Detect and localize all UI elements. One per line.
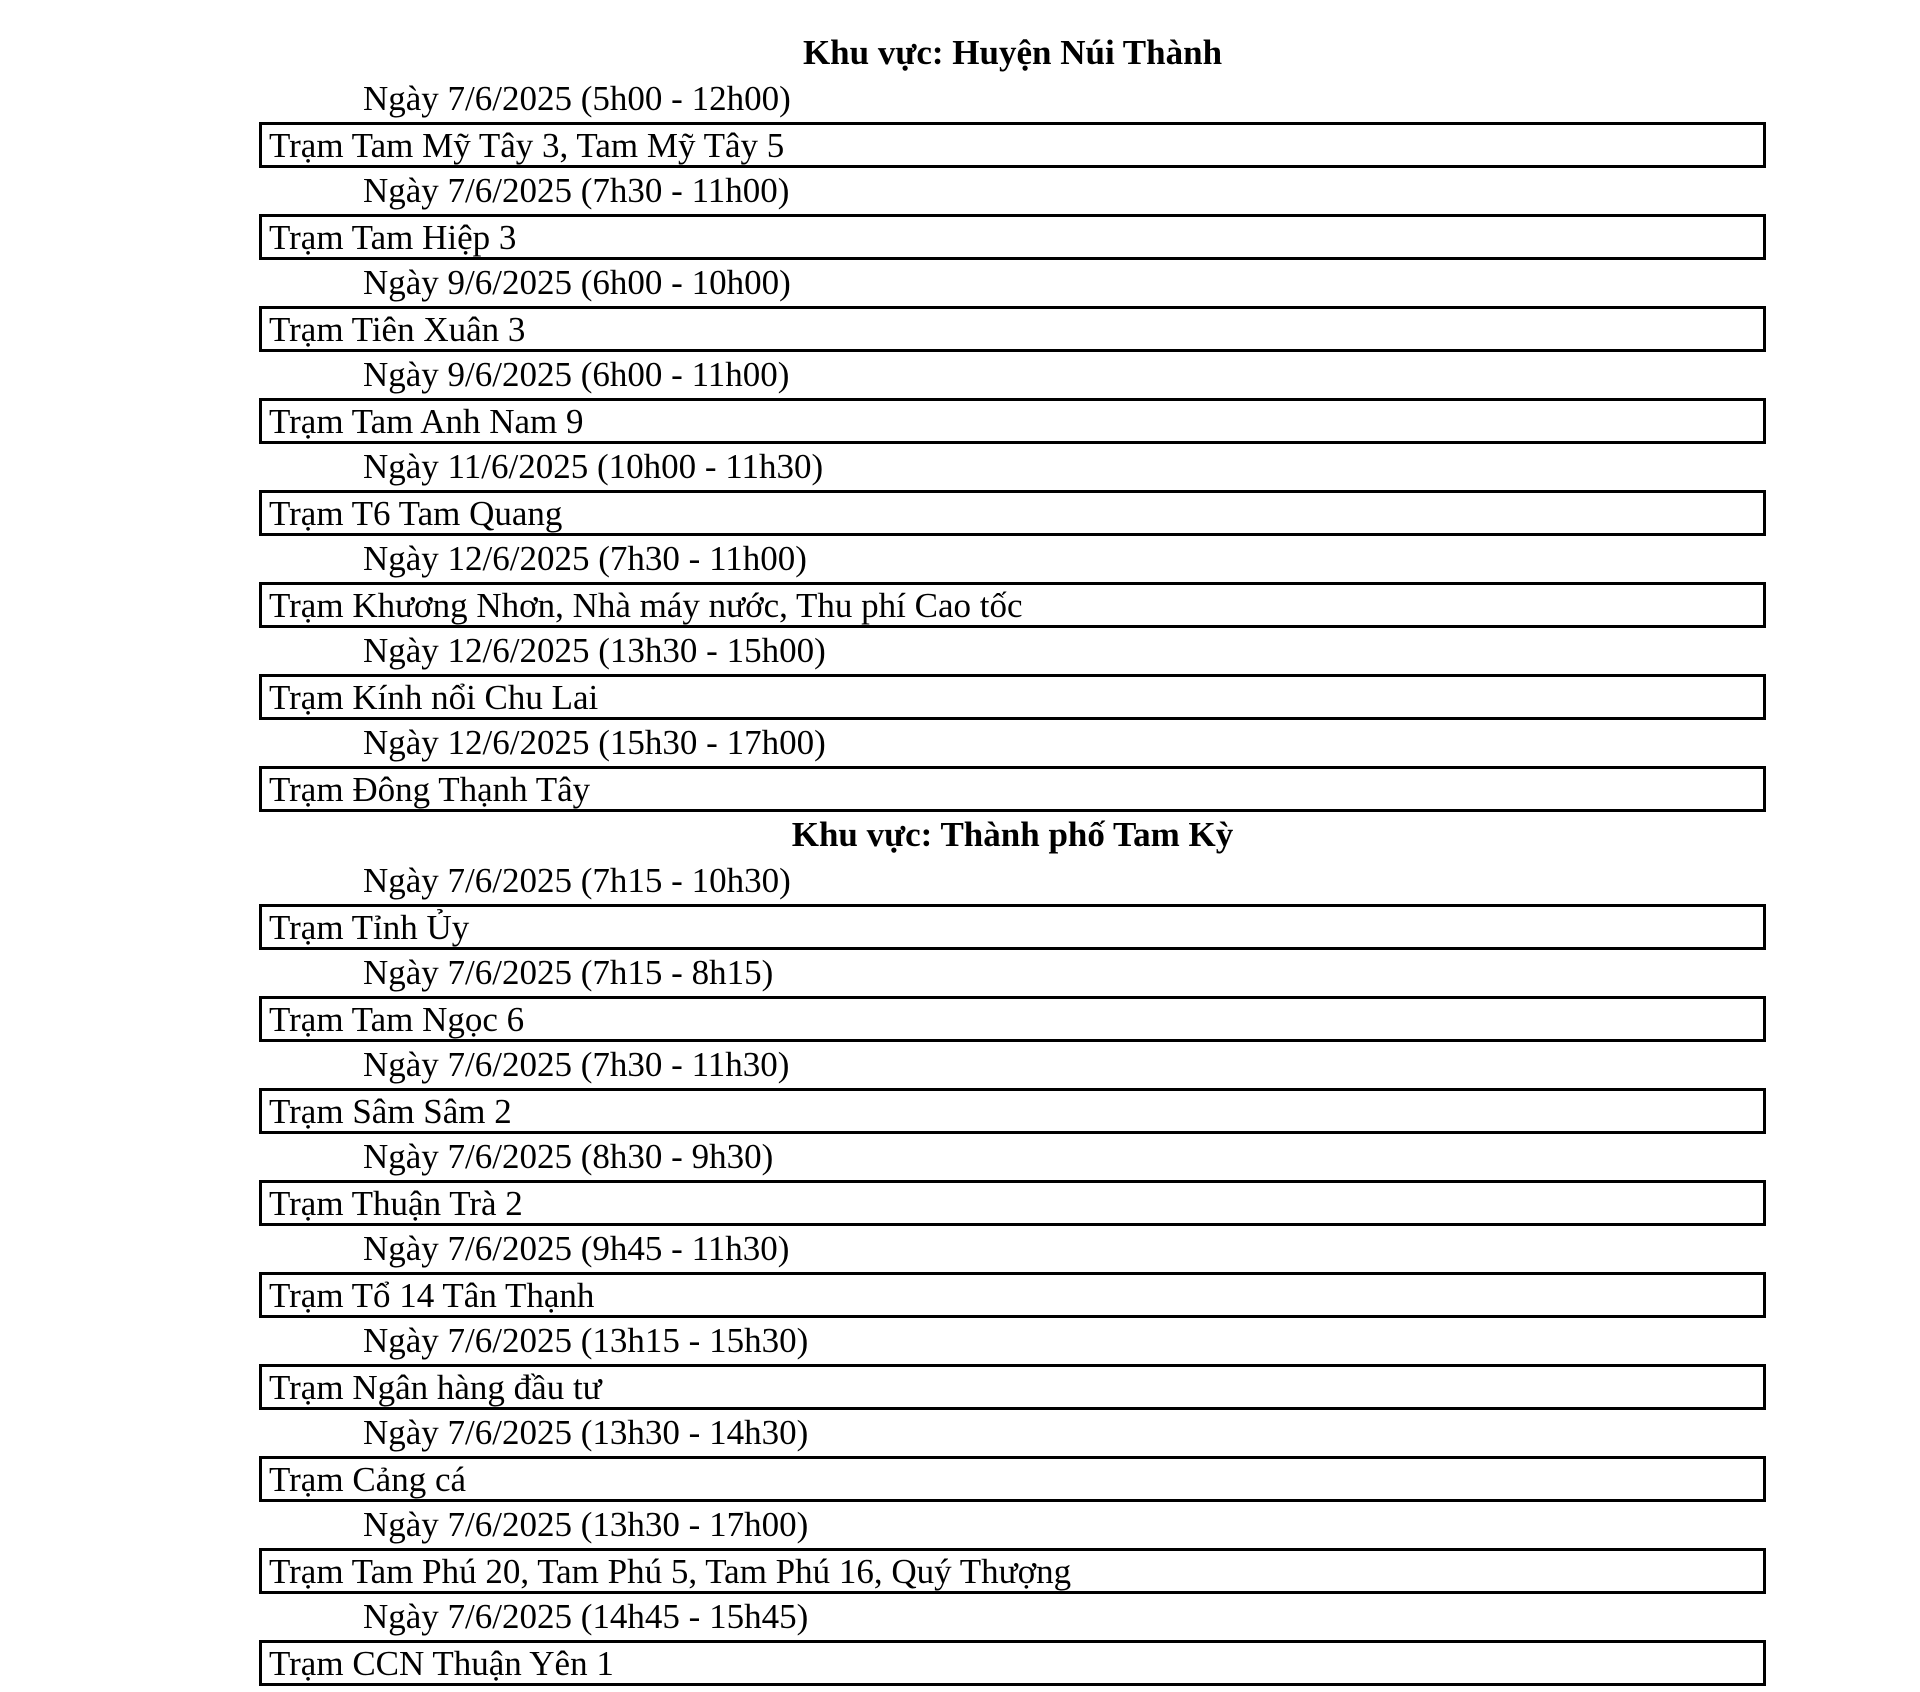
schedule-date: Ngày 7/6/2025 (7h30 - 11h30) <box>363 1045 790 1084</box>
schedule-date: Ngày 9/6/2025 (6h00 - 11h00) <box>363 355 790 394</box>
section-title-nui-thanh: Khu vực: Huyện Núi Thành <box>802 33 1223 72</box>
outage-schedule-document <box>259 30 1766 1686</box>
station-name: Trạm Tỉnh Ủy <box>259 904 1766 950</box>
station-name: Trạm Tam Anh Nam 9 <box>259 398 1766 444</box>
station-name: Trạm Tam Phú 20, Tam Phú 5, Tam Phú 16, Quý Thượng <box>259 1548 1766 1594</box>
schedule-date: Ngày 7/6/2025 (7h15 - 8h15) <box>363 953 774 992</box>
schedule-date: Ngày 12/6/2025 (7h30 - 11h00) <box>363 539 807 578</box>
station-name: Trạm Sâm Sâm 2 <box>259 1088 1766 1134</box>
station-name: Trạm CCN Thuận Yên 1 <box>259 1640 1766 1686</box>
station-name: Trạm Tam Ngọc 6 <box>259 996 1766 1042</box>
schedule-date: Ngày 7/6/2025 (5h00 - 12h00) <box>363 79 791 118</box>
station-name: Trạm Cảng cá <box>259 1456 1766 1502</box>
station-name: Trạm Đông Thạnh Tây <box>259 766 1766 812</box>
station-name: Trạm Tiên Xuân 3 <box>259 306 1766 352</box>
schedule-date: Ngày 12/6/2025 (13h30 - 15h00) <box>363 631 826 670</box>
station-name: Trạm Tổ 14 Tân Thạnh <box>259 1272 1766 1318</box>
schedule-date: Ngày 9/6/2025 (6h00 - 10h00) <box>363 263 791 302</box>
schedule-date: Ngày 7/6/2025 (7h30 - 11h00) <box>363 171 790 210</box>
station-name: Trạm Tam Mỹ Tây 3, Tam Mỹ Tây 5 <box>259 122 1766 168</box>
station-name: Trạm Khương Nhơn, Nhà máy nước, Thu phí Cao tốc <box>259 582 1766 628</box>
station-name: Trạm Kính nổi Chu Lai <box>259 674 1766 720</box>
station-name: Trạm T6 Tam Quang <box>259 490 1766 536</box>
station-name: Trạm Tam Hiệp 3 <box>259 214 1766 260</box>
schedule-date: Ngày 12/6/2025 (15h30 - 17h00) <box>363 723 826 762</box>
schedule-date: Ngày 7/6/2025 (8h30 - 9h30) <box>363 1137 774 1176</box>
station-name: Trạm Thuận Trà 2 <box>259 1180 1766 1226</box>
schedule-date: Ngày 7/6/2025 (14h45 - 15h45) <box>363 1597 809 1636</box>
schedule-date: Ngày 7/6/2025 (9h45 - 11h30) <box>363 1229 790 1268</box>
schedule-date: Ngày 7/6/2025 (13h30 - 14h30) <box>363 1413 809 1452</box>
schedule-date: Ngày 7/6/2025 (13h30 - 17h00) <box>363 1505 809 1544</box>
section-title-tam-ky: Khu vực: Thành phố Tam Kỳ <box>791 815 1234 854</box>
schedule-date: Ngày 7/6/2025 (13h15 - 15h30) <box>363 1321 809 1360</box>
schedule-date: Ngày 7/6/2025 (7h15 - 10h30) <box>363 861 791 900</box>
schedule-date: Ngày 11/6/2025 (10h00 - 11h30) <box>363 447 824 486</box>
station-name: Trạm Ngân hàng đầu tư <box>259 1364 1766 1410</box>
